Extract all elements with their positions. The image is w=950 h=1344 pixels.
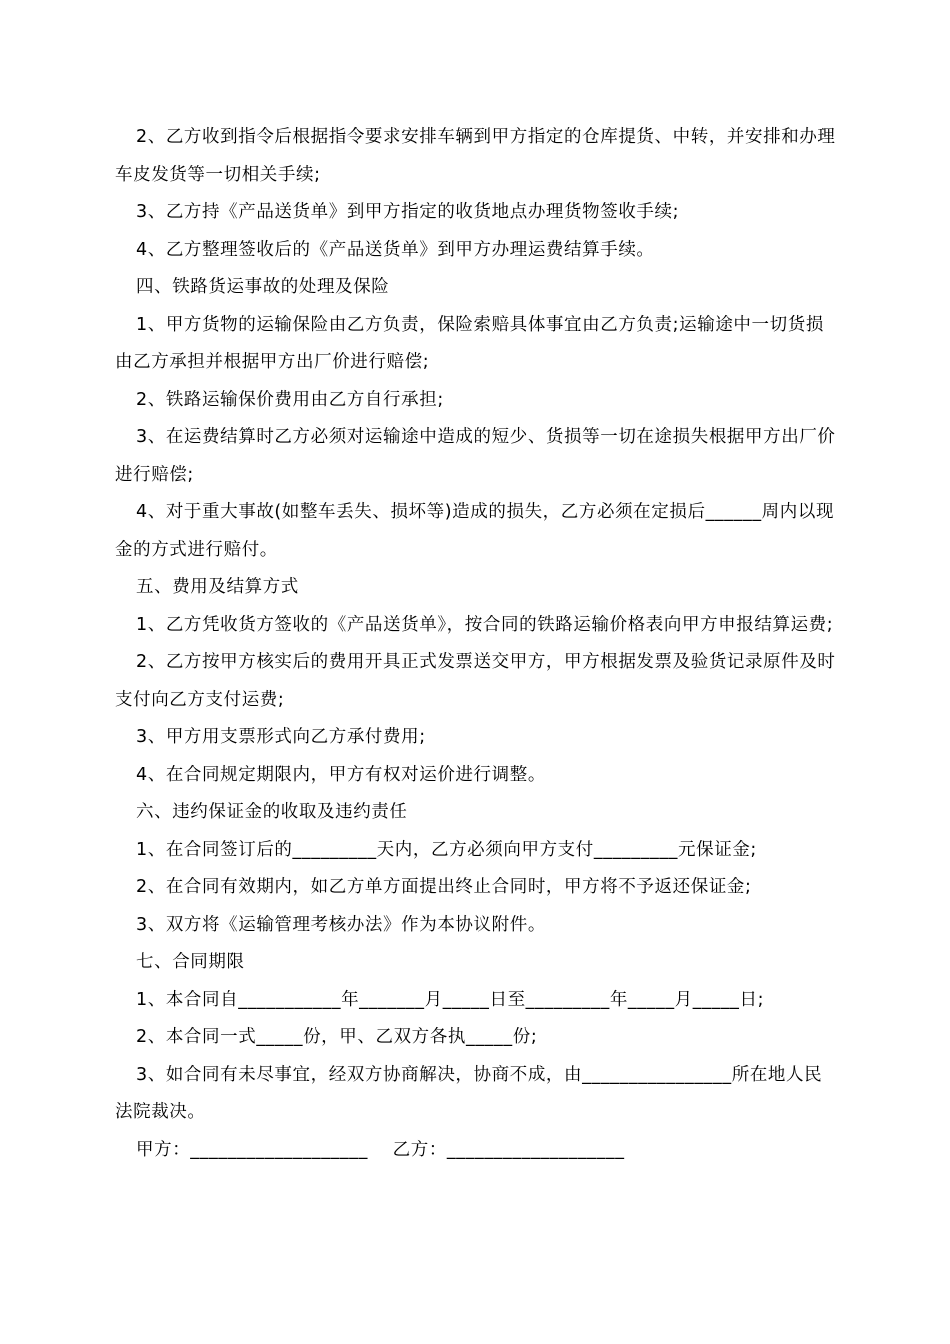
clause-5-2: 2、乙方按甲方核实后的费用开具正式发票送交甲方，甲方根据发票及验货记录原件及时支付向乙方支付运费; — [115, 652, 836, 710]
party-b-signature: 乙方：___________________ — [392, 1139, 625, 1160]
clause-3-2: 2、乙方收到指令后根据指令要求安排车辆到甲方指定的仓库提货、中转，并安排和办理车皮发货等一切相关手续; — [115, 127, 836, 185]
section-heading-5: 五、费用及结算方式 — [136, 577, 299, 597]
clause-5-4: 4、在合同规定期限内，甲方有权对运价进行调整。 — [136, 764, 546, 785]
clause-4-2: 2、铁路运输保价费用由乙方自行承担; — [136, 389, 444, 410]
signature-gap — [374, 1140, 386, 1160]
clause-6-1: 1、在合同签订后的_________天内，乙方必须向甲方支付_________元保证金; — [136, 839, 757, 860]
contract-body — [115, 119, 837, 1169]
clause-7-1: 1、本合同自___________年_______月_____日至_________年_____月_____日; — [136, 989, 765, 1010]
clause-4-1: 1、甲方货物的运输保险由乙方负责，保险索赔具体事宜由乙方负责;运输途中一切货损由乙方承担并根据甲方出厂价进行赔偿; — [115, 314, 824, 372]
section-heading-7: 七、合同期限 — [136, 952, 245, 972]
clause-7-3: 3、如合同有未尽事宜，经双方协商解决，协商不成，由________________所在地人民法院裁决。 — [115, 1064, 823, 1122]
clause-4-4: 4、对于重大事故(如整车丢失、损坏等)造成的损失，乙方必须在定损后______周内以现金的方式进行赔付。 — [115, 502, 835, 560]
section-heading-6: 六、违约保证金的收取及违约责任 — [136, 802, 408, 822]
section-heading-4: 四、铁路货运事故的处理及保险 — [136, 277, 390, 297]
clause-6-3: 3、双方将《运输管理考核办法》作为本协议附件。 — [136, 914, 546, 935]
clause-4-3: 3、在运费结算时乙方必须对运输途中造成的短少、货损等一切在途损失根据甲方出厂价进行赔偿; — [115, 427, 836, 485]
clause-6-2: 2、在合同有效期内，如乙方单方面提出终止合同时，甲方将不予返还保证金; — [136, 877, 752, 897]
clause-7-2: 2、本合同一式_____份，甲、乙双方各执_____份; — [136, 1027, 538, 1047]
clause-3-3: 3、乙方持《产品送货单》到甲方指定的收货地点办理货物签收手续; — [136, 202, 680, 222]
signature-line — [115, 1132, 837, 1170]
clause-5-1: 1、乙方凭收货方签收的《产品送货单》，按合同的铁路运输价格表向甲方申报结算运费; — [136, 614, 834, 635]
party-a-signature: 甲方：___________________ — [136, 1139, 368, 1160]
clause-5-3: 3、甲方用支票形式向乙方承付费用; — [136, 727, 426, 747]
clause-3-4: 4、乙方整理签收后的《产品送货单》到甲方办理运费结算手续。 — [136, 239, 655, 260]
